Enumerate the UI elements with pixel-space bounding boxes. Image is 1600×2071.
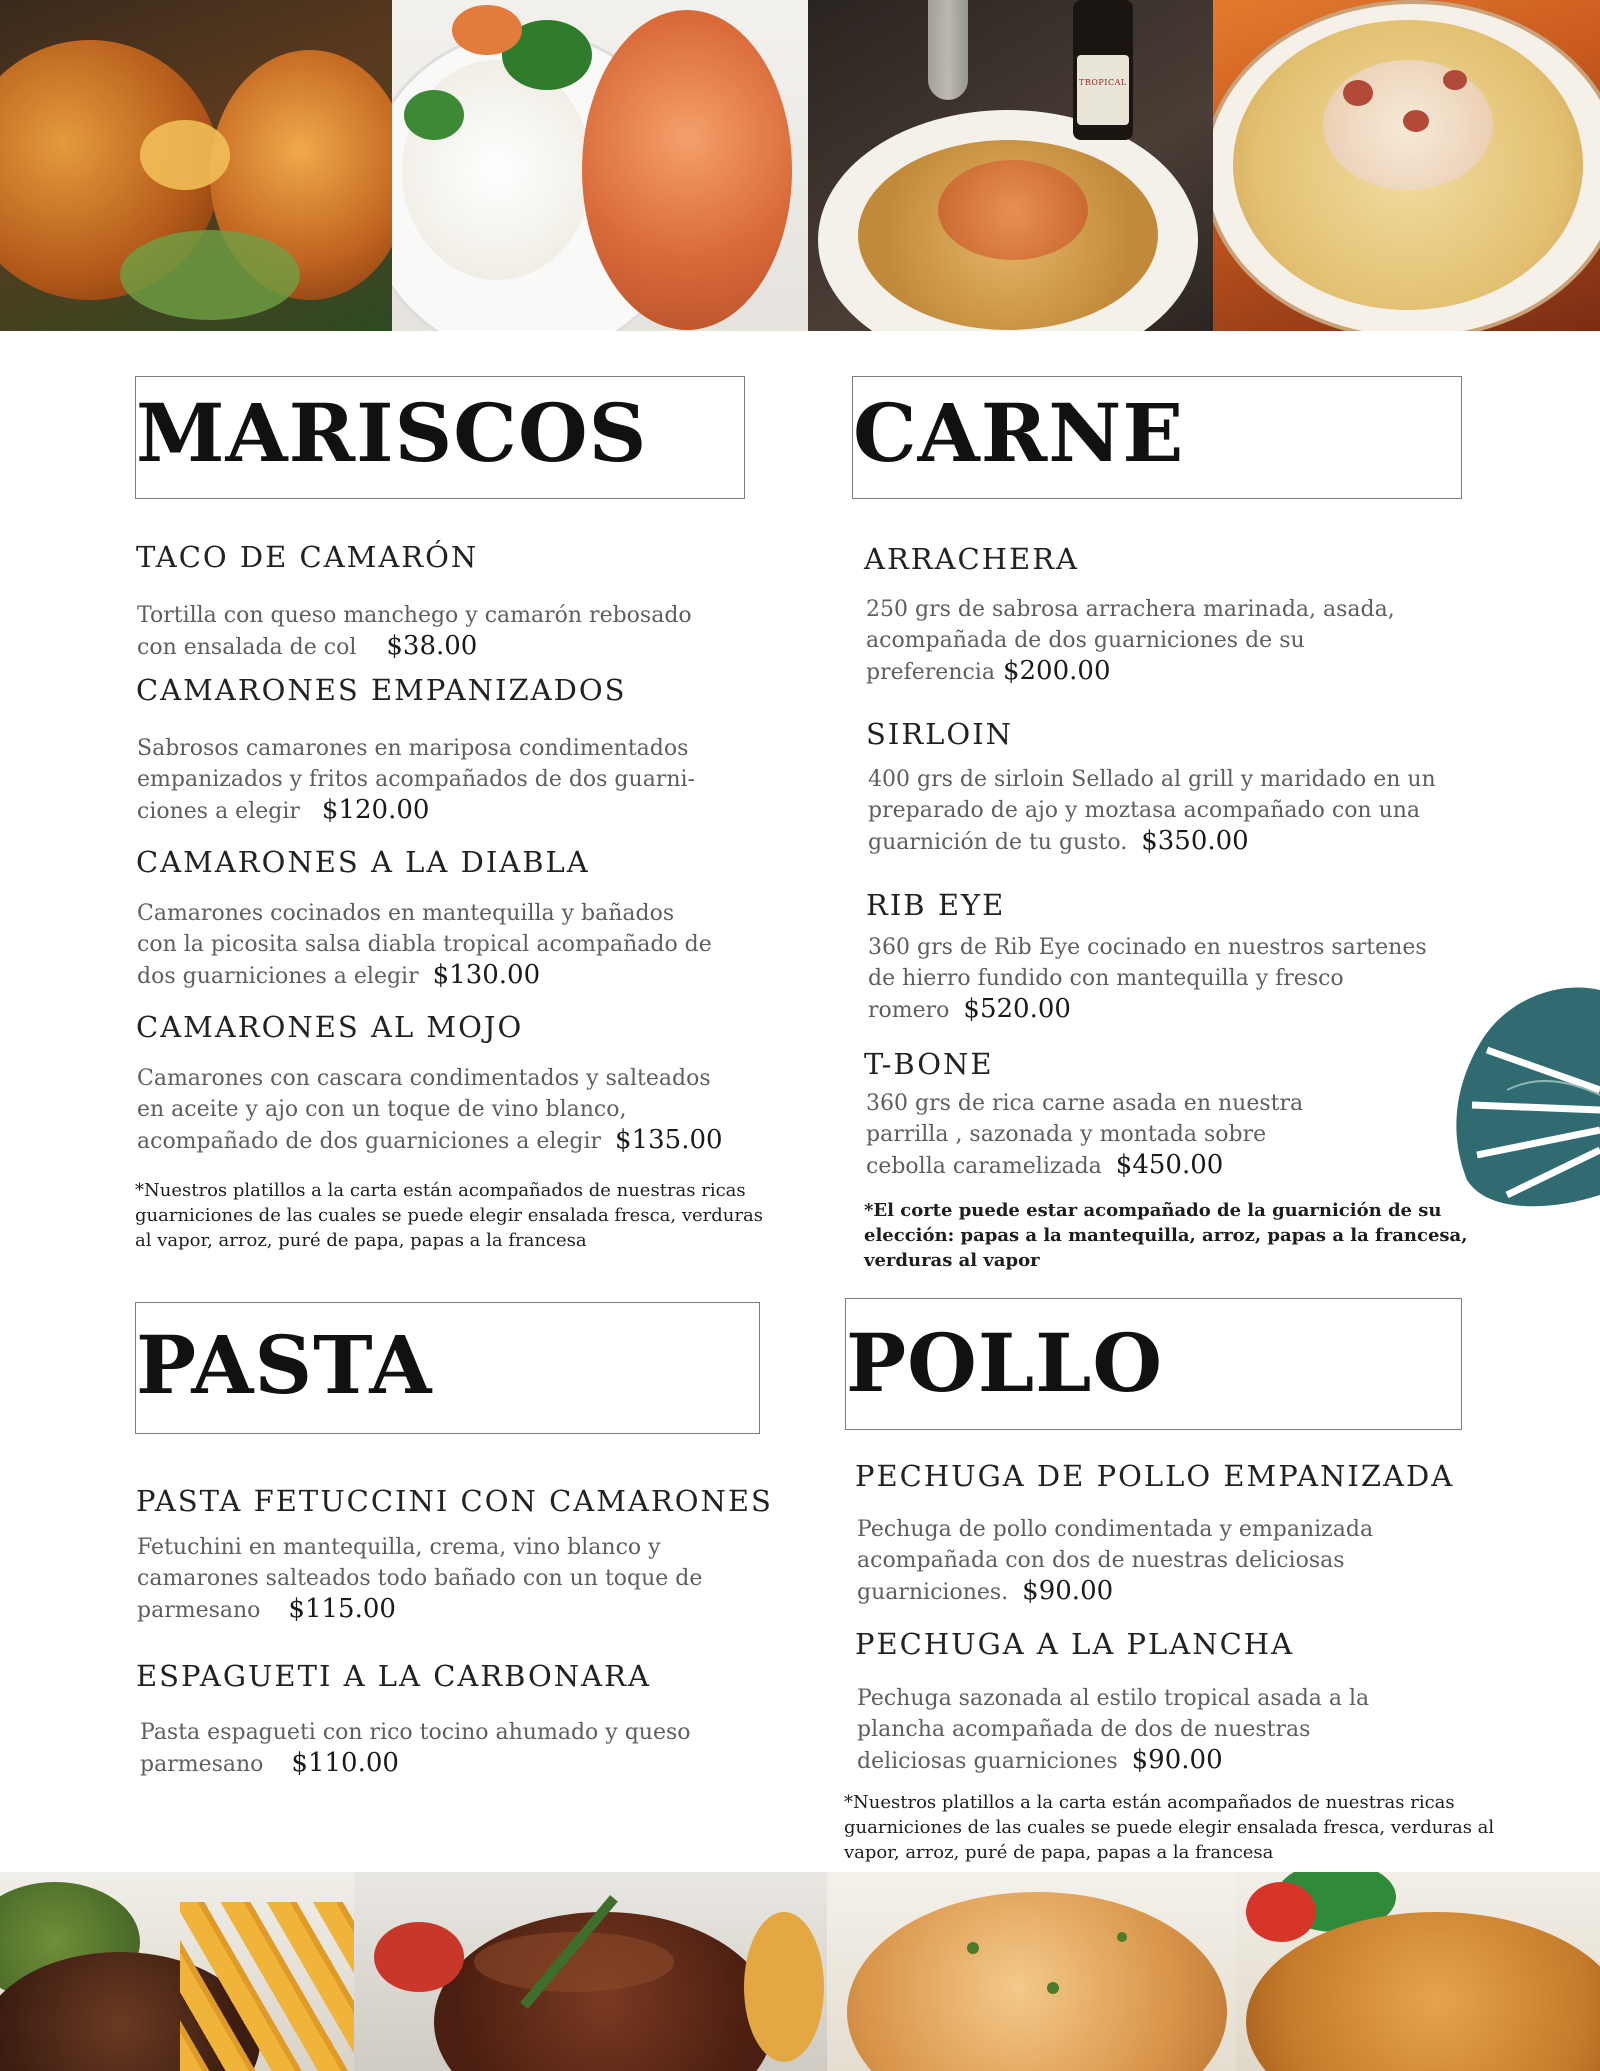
menu-item [866,717,1013,751]
mariscos-title-box [135,376,745,499]
item-price: $120.00 [321,795,430,825]
shrimp-rice-photo [392,0,808,331]
item-description: 360 grs de Rib Eye cocinado en nuestros sartenes de hierro fundido con mantequilla y fresco romero $520.00 [868,935,1427,1024]
item-name: T-BONE [864,1047,994,1081]
menu-item [136,673,626,707]
item-price: $130.00 [432,960,541,990]
item-description: Pasta espagueti con rico tocino ahumado y queso parmesano $110.00 [140,1720,691,1778]
pollo-title: POLLO [846,1316,1164,1410]
mariscos-note: *Nuestros platillos a la carta están acompañados de nuestras ricas guarniciones de las cuales se puede elegir ensalada fresca, verduras al vapor, arroz, puré de papa, papas a la francesa [135,1180,763,1251]
fried-shrimp-photo [0,0,392,331]
menu-item [136,540,478,574]
item-name: PECHUGA DE POLLO EMPANIZADA [855,1459,1455,1493]
item-name: TACO DE CAMARÓN [136,540,479,574]
item-price: $90.00 [1022,1576,1114,1606]
menu-item [136,845,590,879]
menu-item [136,1659,651,1693]
item-description: 400 grs de sirloin Sellado al grill y maridado en un preparado de ajo y moztasa acompañado con una guarnición de tu gusto. $350.00 [868,767,1436,856]
item-price: $90.00 [1131,1745,1223,1775]
item-description: Pechuga sazonada al estilo tropical asada a la plancha acompañada de dos de nuestras deliciosas guarniciones $90.00 [857,1686,1370,1775]
carne-title-box [852,376,1462,499]
breaded-chicken-photo [1236,1872,1600,2071]
menu-item [136,1484,773,1518]
item-price: $135.00 [615,1125,723,1155]
item-price: $38.00 [386,631,478,661]
top-photo-strip [0,0,1600,331]
pasta-title: PASTA [136,1318,433,1412]
pollo-note: *Nuestros platillos a la carta están acompañados de nuestras ricas guarniciones de las cuales se puede elegir ensalada fresca, verduras al vapor, arroz, puré de papa, papas a la francesa [844,1792,1495,1863]
menu-item [864,1047,994,1081]
item-name: ARRACHERA [864,542,1079,576]
carne-title: CARNE [853,386,1185,480]
item-price: $350.00 [1141,826,1249,856]
menu-item [855,1627,1294,1661]
item-name: SIRLOIN [866,717,1014,751]
shrimp-pasta-wine-photo [808,0,1213,331]
menu-item [866,888,1005,922]
item-description: Camarones con cascara condimentados y salteados en aceite y ajo con un toque de vino blanco, acompañado de dos guarniciones a elegir $135.00 [137,1066,723,1155]
item-description: Camarones cocinados en mantequilla y bañados con la picosita salsa diabla tropical acompañado de dos guarniciones a elegir $130.00 [137,901,712,990]
item-name: CAMARONES AL MOJO [136,1010,524,1044]
item-name: PASTA FETUCCINI CON CAMARONES [136,1484,773,1518]
item-name: CAMARONES A LA DIABLA [136,845,590,879]
item-name: CAMARONES EMPANIZADOS [136,673,627,707]
item-description: 360 grs de rica carne asada en nuestra parrilla , sazonada y montada sobre cebolla caramelizada $450.00 [866,1091,1304,1180]
item-description: 250 grs de sabrosa arrachera marinada, asada, acompañada de dos guarniciones de su preferencia $200.00 [866,597,1395,686]
item-description: Pechuga de pollo condimentada y empanizada acompañada con dos de nuestras deliciosas guarniciones. $90.00 [857,1517,1374,1606]
item-price: $520.00 [963,994,1071,1024]
carne-note: *El corte puede estar acompañado de la guarnición de su elección: papas a la mantequilla, arroz, papas a la francesa, verduras al vapor [864,1200,1468,1271]
bottle-label: TROPICAL [1079,78,1127,87]
item-name: PECHUGA A LA PLANCHA [855,1627,1295,1661]
monstera-leaf-icon [1447,980,1600,1212]
item-description: Sabrosos camarones en mariposa condimentados empanizados y fritos acompañados de dos guarni- ciones a elegir $120.00 [137,736,695,825]
item-price: $115.00 [288,1594,396,1624]
carbonara-photo [1213,0,1600,331]
item-price: $200.00 [1002,656,1111,686]
item-price: $450.00 [1115,1150,1224,1180]
bottom-photo-strip [0,1872,1600,2071]
menu-item [864,542,1079,576]
item-name: RIB EYE [866,888,1006,922]
steak-fries-photo [0,1872,354,2071]
menu-item [136,1010,523,1044]
item-price: $110.00 [291,1748,399,1778]
mariscos-title: MARISCOS [136,386,648,480]
item-description: Tortilla con queso manchego y camarón rebosado con ensalada de col $38.00 [137,603,692,661]
grilled-chicken-photo [827,1872,1236,2071]
menu-item [855,1459,1454,1493]
steak-rosemary-photo [354,1872,827,2071]
pasta-title-box [135,1302,760,1434]
item-description: Fetuchini en mantequilla, crema, vino blanco y camarones salteados todo bañado con un toque de parmesano $115.00 [137,1535,703,1624]
pollo-title-box [845,1298,1462,1430]
item-name: ESPAGUETI A LA CARBONARA [136,1659,651,1693]
